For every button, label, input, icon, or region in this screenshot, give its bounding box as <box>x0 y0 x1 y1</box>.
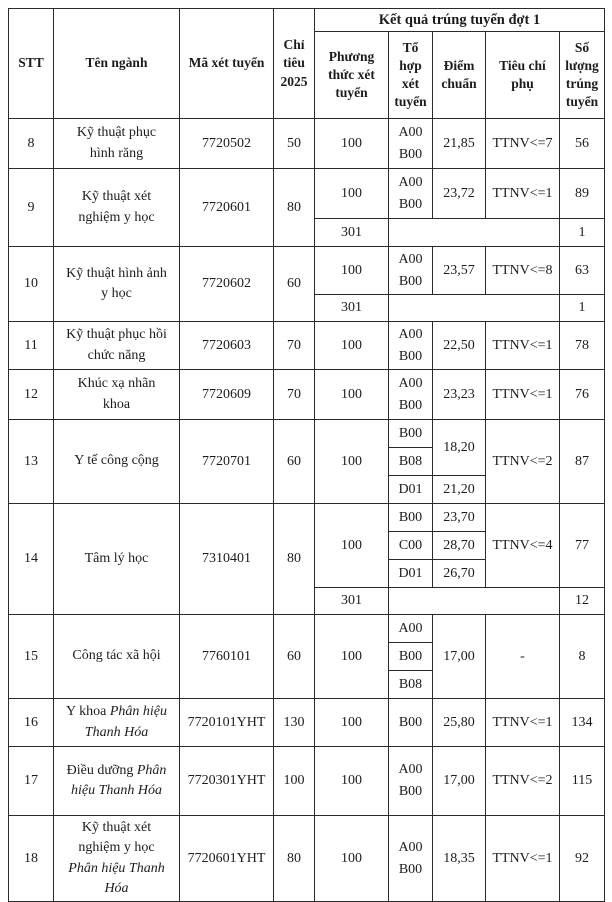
table-row <box>9 504 605 532</box>
cell-stt: 11 <box>9 322 54 370</box>
cell-code: 7720301YHT <box>180 747 274 816</box>
cell-stt: 10 <box>9 247 54 322</box>
col-header-ten-nganh: Tên ngành <box>54 9 180 119</box>
cell-major-name <box>54 816 180 902</box>
cell-score: 18,20 <box>433 420 486 476</box>
cell-code: 7760101 <box>180 615 274 699</box>
cell-stt: 17 <box>9 747 54 816</box>
cell-empty <box>389 219 560 247</box>
cell-major-name: Kỹ thuật hình ảnh y học <box>54 247 180 322</box>
cell-major-name: Kỹ thuật phục hình răng <box>54 119 180 169</box>
cell-stt: 18 <box>9 816 54 902</box>
cell-combo: D01 <box>389 476 433 504</box>
cell-major-name: Tâm lý học <box>54 504 180 615</box>
table-row <box>9 119 605 169</box>
cell-method: 100 <box>315 816 389 902</box>
cell-count: 1 <box>560 219 605 247</box>
cell-method: 100 <box>315 119 389 169</box>
cell-criteria: TTNV<=1 <box>486 370 560 420</box>
cell-combo: B00 <box>389 643 433 671</box>
cell-criteria: TTNV<=2 <box>486 747 560 816</box>
cell-method: 100 <box>315 615 389 699</box>
cell-combos <box>389 816 433 902</box>
cell-method: 100 <box>315 370 389 420</box>
cell-stt: 12 <box>9 370 54 420</box>
cell-score: 26,70 <box>433 560 486 588</box>
cell-code: 7720701 <box>180 420 274 504</box>
combo-value: B00 <box>398 784 423 799</box>
cell-combo: D01 <box>389 560 433 588</box>
cell-code: 7720601 <box>180 169 274 247</box>
cell-quota: 100 <box>274 747 315 816</box>
col-header-ket-qua: Kết quả trúng tuyển đợt 1 <box>315 9 605 32</box>
cell-quota: 80 <box>274 816 315 902</box>
cell-quota: 60 <box>274 615 315 699</box>
cell-major-name: Kỹ thuật xét nghiệm y học <box>54 169 180 247</box>
combo-value: B00 <box>398 861 423 877</box>
cell-combo: B00 <box>389 420 433 448</box>
combo-value: A00 <box>398 174 423 190</box>
col-header-diem-chuan: Điểm chuẩn <box>433 32 486 119</box>
cell-criteria: - <box>486 615 560 699</box>
cell-code: 7720502 <box>180 119 274 169</box>
cell-quota: 80 <box>274 169 315 247</box>
cell-combos <box>389 370 433 420</box>
cell-method: 100 <box>315 504 389 588</box>
cell-combo: A00 <box>389 615 433 643</box>
major-name-text: Điều dưỡng <box>66 762 134 778</box>
cell-score: 22,50 <box>433 322 486 370</box>
cell-quota: 70 <box>274 370 315 420</box>
col-header-stt: STT <box>9 9 54 119</box>
cell-score: 21,20 <box>433 476 486 504</box>
cell-major-name: Y tế công cộng <box>54 420 180 504</box>
cell-criteria: TTNV<=1 <box>486 699 560 747</box>
cell-code: 7720603 <box>180 322 274 370</box>
cell-major-name: Khúc xạ nhãn khoa <box>54 370 180 420</box>
cell-count: 12 <box>560 588 605 615</box>
cell-count: 63 <box>560 247 605 295</box>
cell-method: 301 <box>315 219 389 247</box>
cell-quota: 50 <box>274 119 315 169</box>
col-header-ma-xet-tuyen: Mã xét tuyển <box>180 9 274 119</box>
cell-criteria: TTNV<=7 <box>486 119 560 169</box>
cell-method: 100 <box>315 747 389 816</box>
cell-count: 115 <box>560 747 605 816</box>
major-name-branch: Phân hiệu Thanh Hóa <box>71 762 167 798</box>
table-row <box>9 169 605 219</box>
table-row <box>9 370 605 420</box>
major-name-branch: Phân hiệu Thanh Hóa <box>84 704 167 740</box>
cell-method: 301 <box>315 295 389 322</box>
cell-method: 100 <box>315 699 389 747</box>
combo-value: A00 <box>398 326 423 342</box>
cell-major-name: Kỹ thuật phục hồi chức năng <box>54 322 180 370</box>
cell-code: 7720602 <box>180 247 274 322</box>
cell-code: 7720101YHT <box>180 699 274 747</box>
cell-score: 17,00 <box>433 747 486 816</box>
major-name-text: Y khoa <box>66 704 107 720</box>
table-row <box>9 247 605 295</box>
cell-stt: 15 <box>9 615 54 699</box>
cell-criteria: TTNV<=1 <box>486 169 560 219</box>
combo-value: B00 <box>398 146 423 162</box>
cell-score: 18,35 <box>433 816 486 902</box>
cell-criteria: TTNV<=8 <box>486 247 560 295</box>
cell-criteria: TTNV<=1 <box>486 816 560 902</box>
cell-code: 7720601YHT <box>180 816 274 902</box>
cell-stt: 13 <box>9 420 54 504</box>
cell-count: 77 <box>560 504 605 588</box>
col-header-so-luong: Số lượng trúng tuyển <box>560 32 605 119</box>
table-row <box>9 699 605 747</box>
cell-combos <box>389 169 433 219</box>
cell-stt: 14 <box>9 504 54 615</box>
cell-combos <box>389 747 433 816</box>
cell-method: 100 <box>315 322 389 370</box>
cell-score: 28,70 <box>433 532 486 560</box>
cell-major-name <box>54 747 180 816</box>
cell-count: 134 <box>560 699 605 747</box>
cell-major-name: Công tác xã hội <box>54 615 180 699</box>
cell-method: 301 <box>315 588 389 615</box>
col-header-chi-tieu: Chỉ tiêu 2025 <box>274 9 315 119</box>
cell-count: 78 <box>560 322 605 370</box>
cell-count: 89 <box>560 169 605 219</box>
cell-empty <box>389 588 560 615</box>
cell-stt: 9 <box>9 169 54 247</box>
cell-quota: 70 <box>274 322 315 370</box>
table-row <box>9 322 605 370</box>
col-header-tieu-chi-phu: Tiêu chí phụ <box>486 32 560 119</box>
cell-score: 25,80 <box>433 699 486 747</box>
col-header-phuong-thuc: Phương thức xét tuyển <box>315 32 389 119</box>
cell-criteria: TTNV<=4 <box>486 504 560 588</box>
cell-count: 56 <box>560 119 605 169</box>
major-name-text: Kỹ thuật xét nghiệm y học <box>78 820 155 856</box>
cell-count: 87 <box>560 420 605 504</box>
cell-method: 100 <box>315 420 389 504</box>
cell-stt: 8 <box>9 119 54 169</box>
table-row <box>9 816 605 902</box>
cell-combo: B00 <box>389 504 433 532</box>
cell-method: 100 <box>315 247 389 295</box>
combo-value: A00 <box>398 839 423 855</box>
admission-results-table <box>8 8 605 902</box>
cell-count: 1 <box>560 295 605 322</box>
cell-combo: B00 <box>389 699 433 747</box>
cell-quota: 60 <box>274 420 315 504</box>
col-header-to-hop: Tổ hợp xét tuyển <box>389 32 433 119</box>
cell-combos <box>389 247 433 295</box>
cell-major-name <box>54 699 180 747</box>
cell-code: 7310401 <box>180 504 274 615</box>
combo-value: B00 <box>398 348 423 364</box>
cell-score: 23,72 <box>433 169 486 219</box>
cell-combo: B08 <box>389 671 433 699</box>
combo-value: A00 <box>398 375 423 391</box>
cell-combos <box>389 322 433 370</box>
cell-count: 76 <box>560 370 605 420</box>
combo-value: A00 <box>398 124 423 140</box>
combo-value: B00 <box>398 273 423 289</box>
cell-method: 100 <box>315 169 389 219</box>
table-row <box>9 420 605 448</box>
cell-quota: 60 <box>274 247 315 322</box>
cell-score: 17,00 <box>433 615 486 699</box>
cell-count: 92 <box>560 816 605 902</box>
cell-score: 23,23 <box>433 370 486 420</box>
combo-value: B00 <box>398 397 423 413</box>
cell-criteria: TTNV<=1 <box>486 322 560 370</box>
cell-code: 7720609 <box>180 370 274 420</box>
major-name-branch: Phân hiệu Thanh Hóa <box>68 860 165 896</box>
cell-quota: 130 <box>274 699 315 747</box>
cell-score: 23,70 <box>433 504 486 532</box>
cell-combo: C00 <box>389 532 433 560</box>
cell-score: 23,57 <box>433 247 486 295</box>
cell-stt: 16 <box>9 699 54 747</box>
cell-score: 21,85 <box>433 119 486 169</box>
header-row-group <box>9 9 605 32</box>
cell-criteria: TTNV<=2 <box>486 420 560 504</box>
table-row <box>9 747 605 816</box>
combo-value: B00 <box>398 196 423 212</box>
cell-empty <box>389 295 560 322</box>
cell-combos <box>389 119 433 169</box>
cell-combo: B08 <box>389 448 433 476</box>
table-row <box>9 615 605 643</box>
combo-value: A00 <box>398 762 423 777</box>
cell-quota: 80 <box>274 504 315 615</box>
cell-count: 8 <box>560 615 605 699</box>
combo-value: A00 <box>398 251 423 267</box>
